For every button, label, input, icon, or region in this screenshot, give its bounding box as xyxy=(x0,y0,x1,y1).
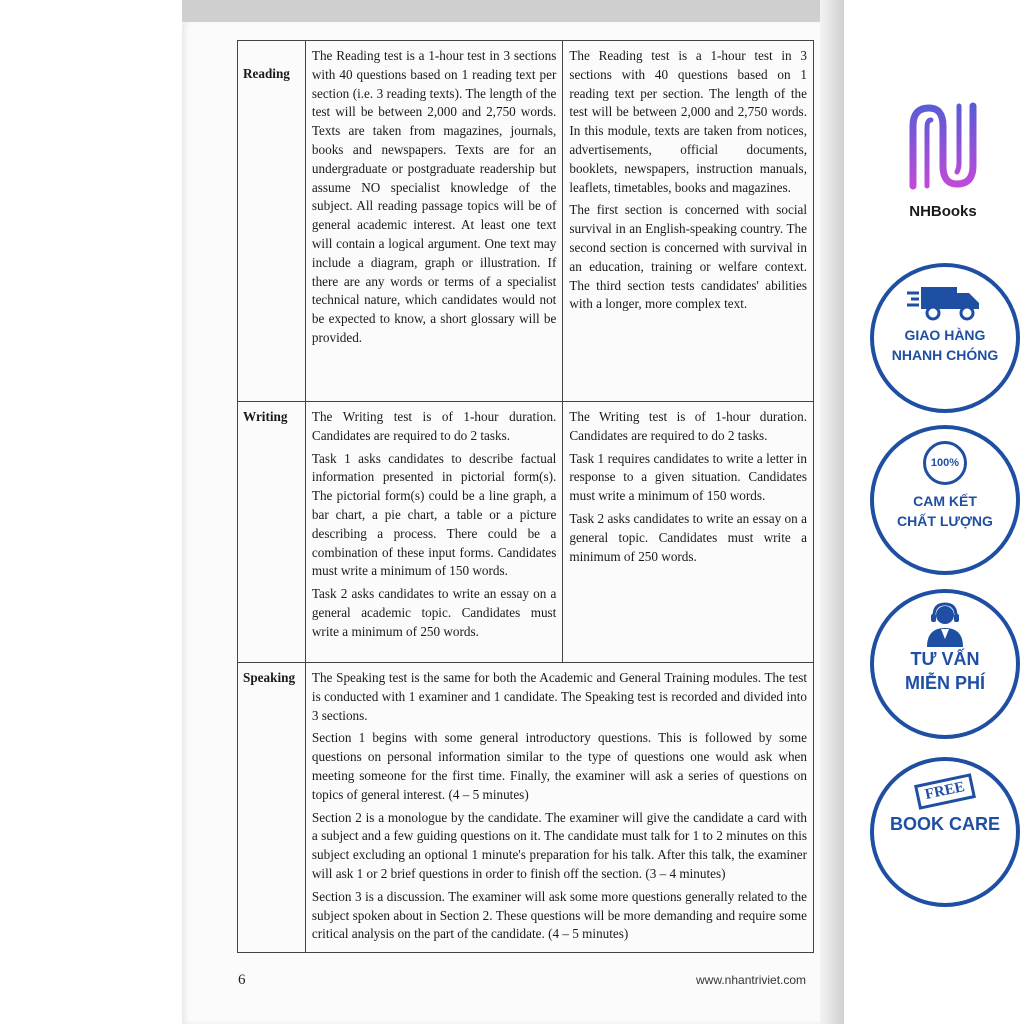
writing-general-p3: Task 2 asks candidates to write an essay on a general topic. Candidates must write a minimum of 250 words. xyxy=(569,510,807,564)
free-stamp-text: FREE xyxy=(923,779,967,803)
brand-block xyxy=(868,96,1018,220)
writing-academic-p1: The Writing test is of 1-hour duration. Candidates are required to do 2 tasks. xyxy=(311,409,557,443)
writing-academic-cell xyxy=(305,402,562,663)
nhbooks-logo-icon xyxy=(903,96,983,196)
badge-2-line1: CAM KẾT xyxy=(913,493,977,509)
writing-academic-p3: Task 2 asks candidates to write an essay on a general academic topic. Candidates must write a minimum of 250 words. xyxy=(311,586,557,639)
reading-academic-text: The Reading test is a 1-hour test in 3 sections with 40 questions based on 1 reading text per section (i.e. 3 reading texts). The length of the test will be between 2,000 and 2,750 words. Texts are taken from magazines, journals, books and newspapers. Texts are for an undergraduate or postgraduate readership but assume NO specialist knowledge of the subject. All reading passage topics will be of general academic interest. At least one text will contain a logical argument. One text may include a diagram, graph or illustration. If there are any words or terms of a specialist technical nature, which candidates would not be expected to know, a short glossary will be provided. xyxy=(311,48,557,345)
seal-icon xyxy=(923,441,967,485)
page-top-shadow xyxy=(182,0,840,22)
ielts-module-table xyxy=(237,40,814,953)
quality-commitment-badge xyxy=(870,425,1020,575)
badge-3-line1: TƯ VẤN xyxy=(910,649,980,669)
reading-general-p2: The first section is concerned with social survival in an English-speaking country. The second section is concerned with survival in an education, training or welfare context. The third section tests candidates' abilities with a longer, more complex text. xyxy=(569,202,807,312)
table-row-speaking xyxy=(238,663,814,953)
page-fold xyxy=(820,0,844,1024)
seal-text: 100% xyxy=(930,457,960,469)
row-label-speaking: Speaking xyxy=(238,663,306,953)
fast-delivery-badge xyxy=(870,263,1020,413)
free-consult-badge xyxy=(870,589,1020,739)
badge-4-line1: BOOK CARE xyxy=(889,814,1000,834)
book-care-badge xyxy=(870,757,1020,907)
truck-icon xyxy=(905,281,985,325)
speaking-p1: The Speaking test is the same for both the Academic and General Training modules. The test is conducted with 1 examiner and 1 candidate. The Speaking test is recorded and divided into 3 sections. xyxy=(311,670,807,723)
writing-academic-p2: Task 1 asks candidates to describe factual information presented in pictorial form(s). The pictorial form(s) could be a line graph, a bar chart, a pie chart, a table or a picture describing a process. There could be a combination of these input forms. Candidates must write a minimum of 150 words. xyxy=(311,450,557,579)
speaking-p3: Section 2 is a monologue by the candidate. The examiner will give the candidate a card with a subject and a few guiding questions on it. The candidate must talk for 1 to 2 minutes on this subject excluding an optional 1 minute's preparation for his talk. After this talk, the examiner will ask 1 or 2 brief questions in order to finish off the section. (3 – 4 minutes) xyxy=(311,809,807,881)
speaking-p2: Section 1 begins with some general introductory questions. This is followed by some questions on personal information similar to the type of questions one would ask when meeting someone for the first time. Finally, the examiner will ask a series of questions on topics of general interest. (4 – 5 minutes) xyxy=(311,730,807,802)
support-agent-icon xyxy=(923,601,967,647)
reading-academic-cell xyxy=(305,41,562,402)
writing-general-p2: Task 1 requires candidates to write a letter in response to a given situation. Candidates must write a minimum of 150 words. xyxy=(569,450,807,504)
badge-3-line2: MIỄN PHÍ xyxy=(904,673,985,693)
table-row-writing xyxy=(238,402,814,663)
free-stamp-icon xyxy=(914,773,976,810)
writing-general-cell xyxy=(563,402,814,663)
badge-1-line1: GIAO HÀNG xyxy=(904,327,986,343)
row-label-writing: Writing xyxy=(238,402,306,663)
badge-2-line2: CHẤT LƯỢNG xyxy=(897,513,993,529)
speaking-cell xyxy=(305,663,813,953)
page-number: 6 xyxy=(238,972,246,988)
table-row-reading xyxy=(238,41,814,402)
footer-url: www.nhantriviet.com xyxy=(696,973,807,987)
reading-general-cell xyxy=(563,41,814,402)
background-left xyxy=(0,0,182,1024)
speaking-p4: Section 3 is a discussion. The examiner will ask some more questions generally related to the subject spoken about in Section 2. These questions will be more demanding and require some critical analysis on the part of the candidate. (4 – 5 minutes) xyxy=(311,888,807,942)
row-label-reading: Reading xyxy=(238,41,306,402)
reading-general-p1: The Reading test is a 1-hour test in 3 sections with 40 questions based on 1 reading text per section. The length of the test will be between 2,000 and 2,750 words. In this module, texts are taken from notices, advertisements, official documents, booklets, newspapers, instruction manuals, leaflets, timetables, books and magazines. xyxy=(569,48,807,195)
writing-general-p1: The Writing test is of 1-hour duration. Candidates are required to do 2 tasks. xyxy=(569,409,807,443)
badge-1-line2: NHANH CHÓNG xyxy=(891,347,999,363)
brand-name: NHBooks xyxy=(909,203,977,220)
